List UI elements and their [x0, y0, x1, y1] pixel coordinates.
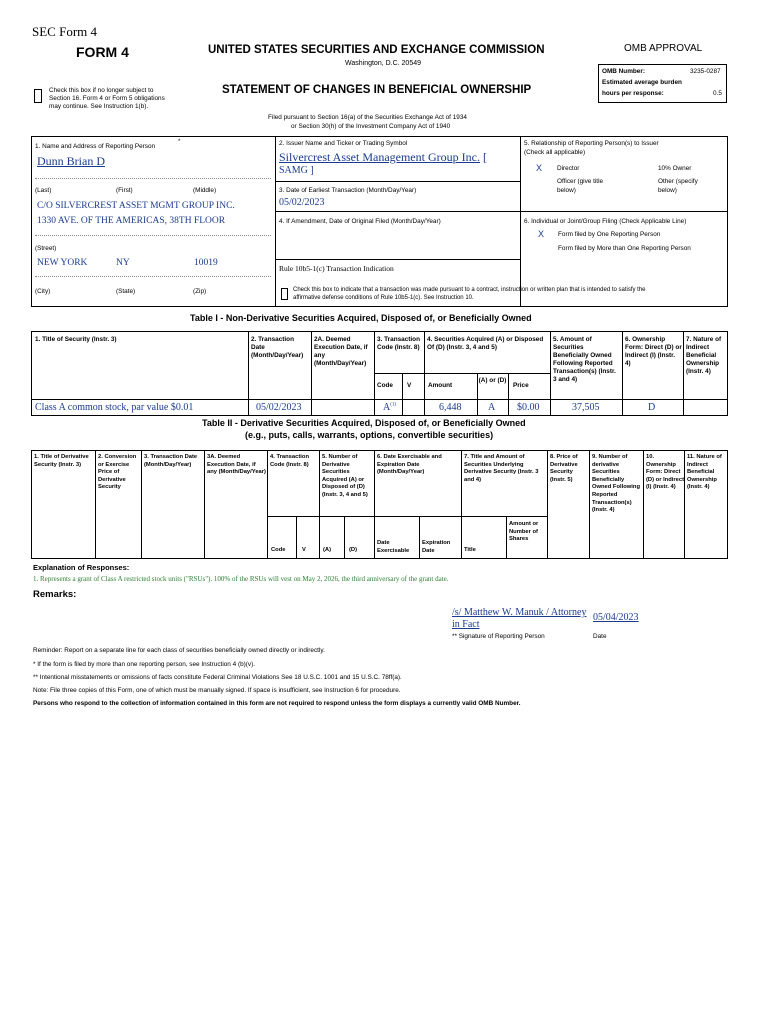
t2-sub-d: (D) [349, 547, 358, 553]
statement-title: STATEMENT OF CHANGES IN BENEFICIAL OWNERSHIP [222, 84, 532, 96]
no-longer-subject-text-3: may continue. See Instruction 1(b). [49, 103, 149, 110]
state-value: NY [116, 258, 130, 268]
t1-sub-v: V [407, 382, 412, 389]
table2-title-2: (e.g., puts, calls, warrants, options, convertible securities) [245, 430, 494, 440]
rule-10b5-text-1: Check this box to indicate that a transaction was made pursuant to a contract, instruction or written plan that is intended to satisfy the [293, 287, 646, 293]
no-longer-subject-text-1: Check this box if no longer subject to [49, 87, 154, 94]
t2-sub-a: (A) [323, 547, 332, 553]
commission-title: UNITED STATES SECURITIES AND EXCHANGE COMMISSION [208, 44, 545, 56]
earliest-transaction-date: 05/02/2023 [279, 197, 325, 208]
t2-col-underlying: 7. Title and Amount of Securities Underlying Derivative Security (Instr. 3 and 4) [464, 454, 539, 483]
last-label: (Last) [35, 187, 52, 194]
explanation-label: Explanation of Responses: [33, 563, 130, 572]
omb-hours-label: hours per response: [602, 90, 664, 97]
form-title: FORM 4 [76, 44, 129, 60]
no-longer-subject-text-2: Section 16. Form 4 or Form 5 obligations [49, 95, 165, 102]
signature-label: ** Signature of Reporting Person [452, 633, 545, 640]
ten-percent-owner-label: 10% Owner [658, 165, 692, 172]
omb-number-label: OMB Number: [602, 68, 645, 75]
table1-title: Table I - Non-Derivative Securities Acquired, Disposed of, or Beneficially Owned [190, 313, 532, 323]
street-label: (Street) [35, 245, 57, 252]
issuer-name: Silvercrest Asset Management Group Inc. [ [279, 150, 487, 164]
t2-col-number-owned: 9. Number of derivative Securities Beneficially Owned Following Reported Transaction(s) (Instr. 4) [592, 454, 640, 514]
one-person-mark[interactable]: X [538, 229, 545, 239]
footer-asterisk-note: * If the form is filed by more than one reporting person, see Instruction 4 (b)(v). [33, 661, 255, 668]
one-person-label: Form filed by One Reporting Person [558, 231, 661, 238]
t2-sub-date-exercisable: Date Exercisable [377, 540, 410, 554]
city-value: NEW YORK [37, 258, 88, 268]
omb-number-value: 3235-0287 [690, 68, 721, 75]
reporting-person-name: Dunn Brian D [37, 154, 105, 168]
t2-col-ownership-form: 10. Ownership Form: Direct (D) or Indirect (I) (Instr. 4) [646, 454, 685, 491]
t1-row-date: 05/02/2023 [256, 402, 302, 413]
t1-row-amount: 6,448 [439, 402, 462, 413]
t1-col-title-of-security: 1. Title of Security (Instr. 3) [35, 336, 117, 343]
zip-label: (Zip) [193, 288, 207, 295]
t2-col-title: 1. Title of Derivative Security (Instr. 3) [34, 454, 89, 468]
t1-row-title: Class A common stock, par value $0.01 [35, 402, 194, 413]
t1-sub-a-or-d: (A) or (D) [478, 377, 507, 384]
t2-col-number-derivative: 5. Number of Derivative Securities Acquired (A) or Disposed of (D) (Instr. 3, 4 and 5) [322, 454, 368, 498]
t2-sub-amount-shares: Amount or Number of Shares [509, 521, 539, 543]
issuer-label: 2. Issuer Name and Ticker or Trading Symbol [279, 140, 408, 147]
more-persons-label: Form filed by More than One Reporting Person [558, 245, 691, 252]
middle-label: (Middle) [193, 187, 217, 194]
t1-col-amount-owned: 5. Amount of Securities Beneficially Owned Following Reported Transaction(s) (Instr. 3 and 4) [553, 336, 616, 383]
omb-burden-label: Estimated average burden [602, 79, 682, 86]
footer-reminder: Reminder: Report on a separate line for each class of securities beneficially owned directly or indirectly. [33, 647, 325, 654]
t2-col-deemed-execution: 3A. Deemed Execution Date, if any (Month/Day/Year) [207, 454, 266, 476]
relationship-label-1: 5. Relationship of Reporting Person(s) to Issuer [524, 140, 659, 147]
signature-line-2: in Fact [452, 619, 480, 630]
city-label: (City) [35, 288, 51, 295]
sec-form-label: SEC Form 4 [32, 24, 98, 39]
footer-misstatements: ** Intentional misstatements or omissions of facts constitute Federal Criminal Violations See 18 U.S.C. 1001 and 15 U.S.C. 78ff(a). [33, 674, 402, 681]
relationship-label-2: (Check all applicable) [524, 149, 586, 156]
table2-title-1: Table II - Derivative Securities Acquired, Disposed of, or Beneficially Owned [202, 418, 526, 428]
director-label: Director [557, 165, 580, 172]
signature-line-1: /s/ Matthew W. Manuk / Attorney [452, 607, 587, 618]
remarks-label: Remarks: [33, 589, 77, 600]
t1-row-a-or-d: A [488, 402, 496, 413]
issuer-ticker: SAMG ] [279, 165, 314, 176]
earliest-transaction-label: 3. Date of Earliest Transaction (Month/Day/Year) [279, 187, 417, 194]
other-label-2: below) [658, 187, 677, 194]
reporting-person-asterisk: * [178, 139, 181, 145]
t2-sub-v: V [302, 547, 306, 553]
t2-sub-expiration-date: Expiration Date [422, 540, 451, 554]
address-line-2: 1330 AVE. OF THE AMERICAS, 38TH FLOOR [37, 216, 226, 226]
amendment-label: 4. If Amendment, Date of Original Filed (Month/Day/Year) [279, 218, 441, 225]
t2-col-transaction-date: 3. Transaction Date (Month/Day/Year) [144, 454, 198, 468]
footer-omb-note: Persons who respond to the collection of information contained in this form are not required to respond unless the form displays a currently valid OMB Number. [33, 700, 521, 707]
explanation-note-1: 1. Represents a grant of Class A restricted stock units ("RSUs"). 100% of the RSUs will vest on May 2, 2026, the third anniversary of the grant date. [33, 575, 449, 583]
t1-col-deemed-execution: 2A. Deemed Execution Date, if any (Month/Day/Year) [314, 336, 368, 367]
filing-label: 6. Individual or Joint/Group Filing (Check Applicable Line) [524, 218, 687, 225]
officer-label-2: below) [557, 187, 576, 194]
no-longer-subject-checkbox[interactable] [34, 89, 42, 103]
footer-copies-note: Note: File three copies of this Form, one of which must be manually signed. If space is insufficient, see Instruction 6 for procedure. [33, 687, 401, 694]
address-line-1: C/O SILVERCREST ASSET MGMT GROUP INC. [37, 201, 235, 211]
t1-col-ownership-form: 6. Ownership Form: Direct (D) or Indirect (I) (Instr. 4) [625, 336, 682, 367]
filed-pursuant-line-1: Filed pursuant to Section 16(a) of the Securities Exchange Act of 1934 [268, 114, 467, 121]
t1-sub-price: Price [513, 382, 529, 389]
t2-col-transaction-code: 4. Transaction Code (Instr. 8) [270, 454, 309, 468]
rule-10b5-checkbox[interactable] [281, 288, 288, 300]
t1-row-ownership-form: D [648, 402, 656, 413]
first-label: (First) [116, 187, 133, 194]
t1-row-code: $A^{(1)}$ [383, 402, 397, 413]
other-label-1: Other (specify [658, 178, 698, 185]
rule-10b5-text-2: affirmative defense conditions of Rule 10b5-1(c). See Instruction 10. [293, 295, 474, 301]
rule-10b5-label: Rule 10b5-1(c) Transaction Indication [279, 264, 394, 273]
t2-sub-title: Title [464, 547, 476, 553]
state-label: (State) [116, 288, 136, 295]
signature-date: 05/04/2023 [593, 612, 639, 623]
t2-col-price: 8. Price of Derivative Security (Instr. 5) [550, 454, 578, 483]
t1-row-owned: 37,505 [572, 402, 600, 413]
omb-approval-title: OMB APPROVAL [624, 43, 703, 54]
reporting-person-label: 1. Name and Address of Reporting Person [35, 143, 156, 150]
officer-label-1: Officer (give title [557, 178, 604, 185]
omb-hours-value: 0.5 [713, 90, 722, 97]
t1-sub-amount: Amount [428, 382, 453, 389]
t1-row-price: $0.00 [517, 402, 540, 413]
t1-col-transaction-code: 3. Transaction Code (Instr. 8) [377, 336, 420, 351]
director-mark[interactable]: X [536, 163, 543, 173]
t2-sub-code: Code [271, 547, 286, 553]
t2-col-conversion-price: 2. Conversion or Exercise Price of Derivative Security [98, 454, 137, 491]
signature-date-label: Date [593, 633, 607, 640]
t1-col-securities-acquired: 4. Securities Acquired (A) or Disposed Of (D) (Instr. 3, 4 and 5) [427, 336, 544, 351]
commission-address: Washington, D.C. 20549 [345, 60, 422, 67]
t1-sub-code: Code [377, 382, 393, 389]
t1-col-nature-indirect: 7. Nature of Indirect Beneficial Ownership (Instr. 4) [686, 336, 722, 375]
t2-col-nature-indirect: 11. Nature of Indirect Beneficial Ownership (Instr. 4) [687, 454, 722, 491]
filed-pursuant-line-2: or Section 30(h) of the Investment Company Act of 1940 [291, 123, 451, 130]
t2-col-date-exercisable: 6. Date Exercisable and Expiration Date (Month/Day/Year) [377, 454, 442, 476]
zip-value: 10019 [194, 258, 218, 268]
t1-col-transaction-date: 2. Transaction Date (Month/Day/Year) [251, 336, 304, 359]
